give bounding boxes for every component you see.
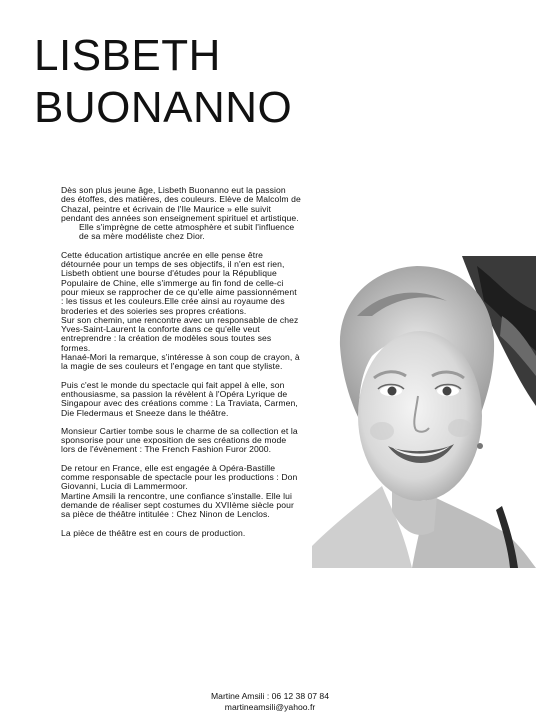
- title-last-name: BUONANNO: [34, 83, 293, 132]
- contact-email[interactable]: martineamsili@yahoo.fr: [224, 702, 316, 712]
- page-title: [34, 30, 292, 134]
- paragraph-opera-bastille: De retour en France, elle est engagée à Opéra-Bastille comme responsable de spectacle pour les productions : Don Giovanni, Lucia di Lammermoor.: [61, 462, 298, 492]
- contact-phone: Martine Amsili : 06 12 38 07 84: [211, 691, 329, 701]
- paragraph-mother-influence: Elle s'imprègne de cette atmosphère et subit l'influence de sa mère modéliste chez Dior.: [79, 222, 295, 242]
- paragraph-childhood: Dès son plus jeune âge, Lisbeth Buonanno eut la passion des étoffes, des matières, des couleurs. Elève de Malcolm de Chazal, peintre et écrivain de l'Ile Maurice » elle suivit pendant des années son enseignement spirituel et artistique.: [61, 185, 301, 223]
- portrait-photo: [312, 256, 536, 568]
- title-first-name: LISBETH: [34, 31, 221, 80]
- paragraph-opera-singapore: Puis c'est le monde du spectacle qui fait appel à elle, son enthousiasme, sa passion la révèlent à l'Opéra Lyrique de Singapour avec des créations comme : La Traviata, Carmen, Die Fledermaus et Sneeze dans le théâtre.: [61, 379, 298, 418]
- biography-text: [61, 186, 301, 538]
- paragraph-hanae-mori: Hanaé-Mori la remarque, s'intéresse à son coup de crayon, à la magie de ses couleurs et l'engage en tant que styliste.: [61, 352, 300, 372]
- paragraph-martine-amsili: Martine Amsili la rencontre, une confiance s'installe. Elle lui demande de réaliser sept costumes du XVIIème siècle pour sa pièce de théâtre intitulée : Chez Ninon de Lenclos.: [61, 490, 294, 520]
- paragraph-cartier: Monsieur Cartier tombe sous le charme de sa collection et la sponsorise pour une exposition de ses créations de mode lors de l'évènement : The French Fashion Furor 2000.: [61, 425, 298, 455]
- paragraph-ysl: Sur son chemin, une rencontre avec un responsable de chez Yves-Saint-Laurent la conforte dans ce qu'elle veut entreprendre : la création de modèles sous toutes ses formes.: [61, 314, 299, 353]
- paragraph-china: Cette éducation artistique ancrée en elle pense être détournée pour un temps de ses objectifs, il n'en est rien, Lisbeth obtient une bourse d'études pour la République Populaire de Chine, elle s'immerge au fin fond de celle-ci pour mieux se rapprocher de ce qu'elle aime passionnément : les tissus et les couleurs.Elle crée ainsi au royaume des broderies et des soieries ses propres créations.: [61, 249, 297, 316]
- paragraph-production: La pièce de théâtre est en cours de production.: [61, 527, 246, 538]
- contact-footer: [200, 691, 340, 713]
